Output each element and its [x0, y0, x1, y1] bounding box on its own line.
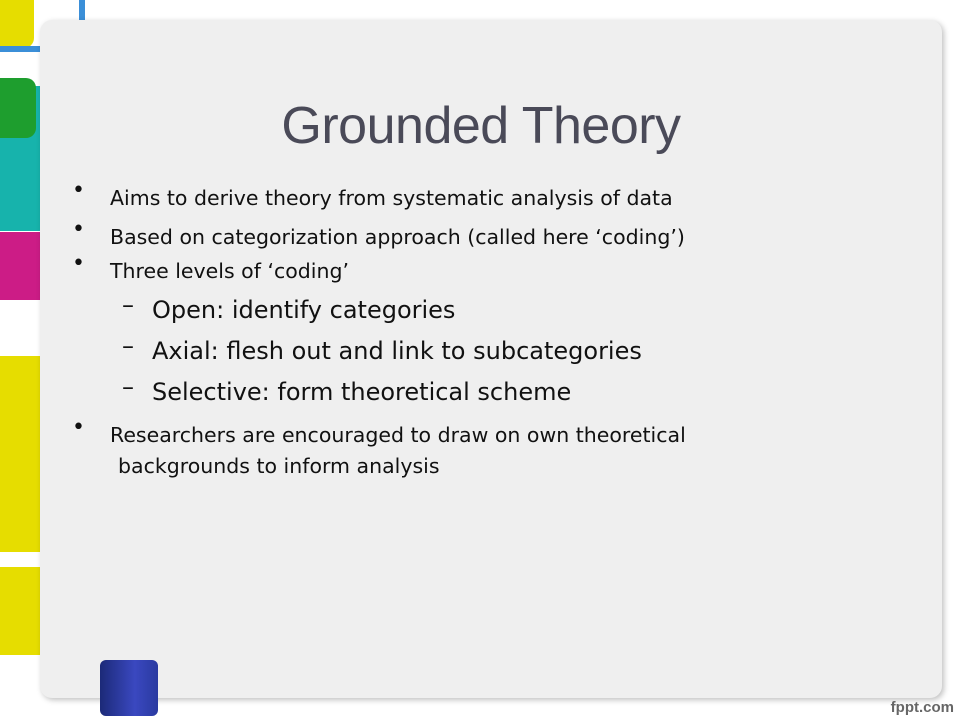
bullet-item	[70, 178, 830, 214]
bullet-item	[70, 415, 830, 482]
watermark: fppt.com	[890, 699, 954, 716]
sub-bullet-item	[70, 372, 830, 413]
bullet-icon: •	[72, 217, 85, 242]
sub-bullet-item	[70, 331, 830, 372]
bullet-item	[70, 217, 830, 253]
sub-bullet-text: Selective: form theoretical scheme	[152, 378, 572, 406]
dash-icon: –	[122, 332, 134, 360]
bullet-item	[70, 251, 830, 287]
navy-block-shape	[100, 660, 158, 716]
bullet-icon: •	[72, 415, 85, 440]
dash-icon: –	[122, 373, 134, 401]
bullet-text: Aims to derive theory from systematic analysis of data	[110, 186, 673, 210]
sub-bullet-list	[70, 290, 830, 413]
bullet-text-line1: Researchers are encouraged to draw on own theoretical	[110, 423, 686, 447]
bullet-text: Three levels of ‘coding’	[110, 259, 350, 283]
bullet-text-line2: backgrounds to inform analysis	[118, 454, 440, 478]
dash-icon: –	[122, 291, 134, 319]
bullet-icon: •	[72, 178, 85, 203]
sub-bullet-text: Axial: flesh out and link to subcategories	[152, 337, 642, 365]
bullet-list	[70, 178, 830, 482]
bullet-text: Based on categorization approach (called here ‘coding’)	[110, 225, 685, 249]
bullet-icon: •	[72, 251, 85, 276]
sub-bullet-text: Open: identify categories	[152, 296, 456, 324]
sub-bullet-item	[70, 290, 830, 331]
green-block-shape	[0, 78, 36, 138]
slide-title: Grounded Theory	[281, 97, 681, 155]
